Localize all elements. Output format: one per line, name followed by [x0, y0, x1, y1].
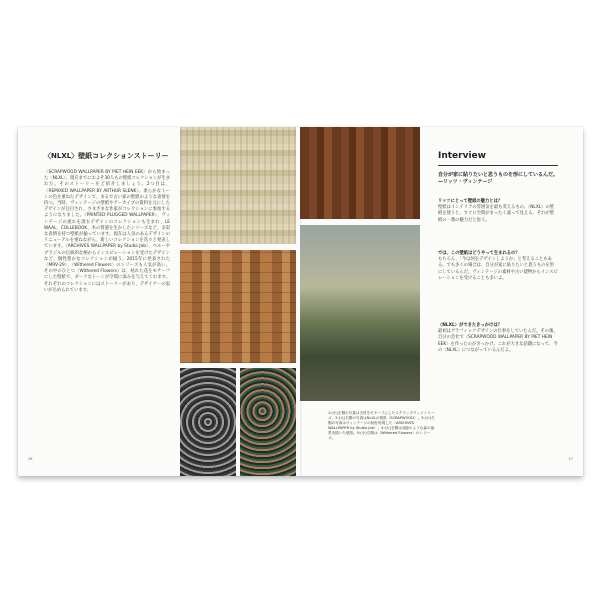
left-page-body: 〈SCRAPWOOD WALLPAPER BY PIET HEIN EEK〉から始まった〈NLXL〉。現在までにおよそ30人もの壁紙コレクションが生まれた。そのストーリーをご紹介しましょう。2つ目は、〈REMIXED WALLPAPER BY ARTHUR SLENK〉。柔らかなトーンの色を重ねたデザインで、まるで古い家の壁紙のような表情を持つ。当時、ヴィンテージの壁紙やアーカイブの資料を元にしたデザインが注目され、さまざまな作家がコレクションに参加するようになりました。〈PRINTED PLUGGED WALLPAPER〉、ヴィンテージの流れを汲むデザインのコレクションも生まれ、LE WAAL、COLLEBOOK、木の質感を生かしたシリーズなど、多彩な表情を持つ壁紙が揃っています。現在は人気のあるデザインのリニューアルを重ねながら、新しいコレクションを次々と発表しています。〈ARCHIVES WALLPAPER by Studio Job〉、ペルーやブラジルの伝統的な柄からインスピレーションを受けたデザインなど、個性豊かなコレクションが揃う。2015年に発表された〈MRV-29〉、〈Withered Flowers〉のシリーズも人気が高い。その中のひとつ〈Withered Flowers〉は、枯れた花をモチーフにした壁紙で、ダークなトーンが空間に深みを与えてくれます。それぞれのコレクションにはストーリーがあり、デザイナーの思いが込められています。: [44, 170, 170, 293]
answer-text: 壁紙はインテリアの雰囲気を最も変えるもの。〈NLXL〉の壁紙を使うと、すぐに空間がまったく違って見える。それが壁紙の一番の魅力だと思う。: [438, 205, 555, 223]
left-page-title: 〈NLXL〉壁紙コレクションストーリー: [44, 152, 169, 160]
photo-caption: 1:(小)左側の写真は古材をモチーフにしたスクラップウッドシリーズ。2:(大)右側の写真はNLXLの壁紙〈SCRAPWOOD〉。3:(小)左側の写真はヴィンテージの柄を再現した〈ARCHIVES WALLPAPER by Studio Job〉。4:(大)右側は油絵のような森の風景を描いた壁紙。5:(小)左側は〈Withered Flowers〉のシリーズ。: [328, 411, 435, 440]
photo-dark-wood-wallpaper: [300, 127, 420, 219]
question-label: リッツにとって壁紙の魅力とは？: [438, 199, 503, 204]
magazine-spread: [18, 127, 583, 476]
interview-subheading: 自分が家に貼りたいと思うものを形にしているんだ。 —リッツ・ヴィンテージ: [438, 172, 559, 185]
interview-qa-3: [438, 323, 558, 354]
photo-painted-landscape-wallpaper: [300, 225, 420, 401]
answer-text: 最初はグラフィックデザインの仕事をしていたんだ。その後、自分の会社で〈SCRAPWOOD WALLPAPER BY PIET HEIN EEK〉を作ったのがきっかけ。これが大きな話題になって、今の〈NLXL〉につながっているんだよ。: [438, 329, 558, 353]
question-label: では、この壁紙はどうやって生まれるの？: [438, 251, 520, 256]
interview-qa-2: [438, 251, 558, 282]
photo-scrapwood-wallpaper-chair: [180, 250, 296, 363]
answer-text: もちろん、「今は何をデザインしようか」と考えることもある。でも多くの場合は、自分が家に貼りたいと思うものを形にしているんだ。ヴィンテージの素材や古い建物からインスピレーションを受けることも多いよ。: [438, 257, 558, 281]
interview-heading: Interview: [438, 151, 486, 161]
interview-qa-1: [438, 199, 558, 224]
left-page-number: 26: [28, 457, 33, 461]
question-label: 〈NLXL〉ができたきっかけは？: [438, 323, 502, 328]
photo-pattern-wallpaper-mono: [180, 368, 236, 476]
photo-pattern-wallpaper-green: [240, 368, 296, 476]
photo-wood-wallpaper-stool: [180, 127, 296, 244]
right-page-number: 27: [568, 457, 573, 461]
heading-rule: [438, 165, 558, 166]
